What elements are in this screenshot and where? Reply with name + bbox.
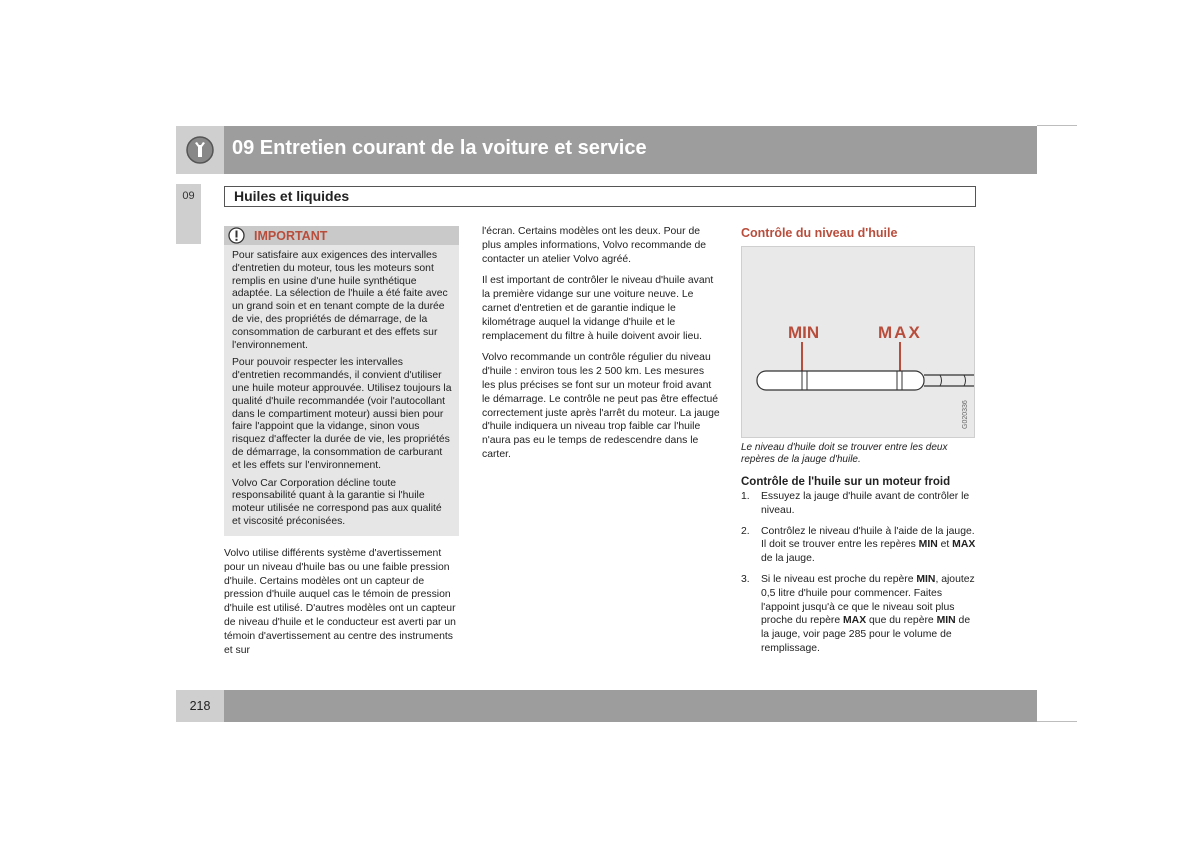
step-bold: MIN: [916, 573, 936, 585]
wrench-icon: [186, 136, 214, 164]
step-bold: MIN: [918, 539, 938, 551]
step-number: 1.: [741, 491, 750, 502]
body-paragraph: l'écran. Certains modèles ont les deux. Pour de plus amples informations, Volvo recommande de contacter un atelier Volvo agréé.: [482, 226, 707, 265]
important-paragraph: Volvo Car Corporation décline toute responsabilité quant à la garantie si l'huile moteur utilisée ne correspond pas aux qualité et viscosité préconisées.: [232, 477, 442, 527]
step-bold: MAX: [952, 539, 976, 551]
step-number: 2.: [741, 525, 750, 537]
min-label: MIN: [788, 323, 820, 342]
max-label: MAX: [878, 323, 922, 342]
cold-engine-subtitle: Contrôle de l'huile sur un moteur froid: [741, 476, 951, 488]
side-tab-number: 09: [182, 190, 195, 202]
top-rule: [1037, 125, 1077, 126]
important-paragraph: Pour pouvoir respecter les intervalles d'entretien recommandés, il convient d'utiliser une huile moteur approuvée. Utilisez toujours la qualité d'huile recommandée (voir l'autocollant dans le compartiment moteur) aussi bien pour faire l'appoint que la vidange, sinon vous risquez d'affecter la durée de vie, les propriétés de démarrage, la consommation de carburant et les effets sur l'environnement.: [232, 357, 452, 471]
step-text: Essuyez la jauge d'huile avant de contrôler le niveau.: [761, 491, 970, 516]
page-number-box: [176, 690, 224, 722]
section-title: Huiles et liquides: [234, 188, 350, 204]
step-text: et: [937, 539, 953, 551]
important-box: [224, 226, 459, 536]
step-text: Contrôlez le niveau d'huile à l'aide de la jauge. Il doit se trouver entre les repères: [761, 525, 975, 551]
steps-list: [741, 490, 981, 663]
page-number: 218: [189, 699, 211, 713]
column-2-text: [482, 225, 720, 470]
step-number: 3.: [741, 573, 750, 585]
list-item: [741, 490, 981, 518]
list-item: [741, 573, 981, 656]
footer-bar: [224, 690, 1037, 722]
figure-code: G020336: [962, 400, 969, 429]
body-paragraph: Volvo utilise différents système d'avertissement pour un niveau d'huile bas ou une faible pression d'huile. Certains modèles ont un capteur de pression d'huile auquel cas le témoin de pression d'huile est utilisé. D'autres modèles ont un capteur de niveau d'huile et le conducteur est averti par un témoin d'avertissement au centre des instruments et sur: [224, 548, 456, 656]
important-text: [232, 250, 452, 534]
step-text: , ajoutez 0,5 litre d'huile pour commencer. Faites l'appoint jusqu'à ce que le niveau soit plus proche du repère: [761, 573, 975, 627]
bottom-rule: [1037, 721, 1077, 722]
body-paragraph: Il est important de contrôler le niveau d'huile avant la première vidange sur une voiture neuve. Le carnet d'entretien et de garantie indique le kilométrage auquel la vidange d'huile et le remplacement du filtre à huile doivent avoir lieu.: [482, 275, 714, 342]
dipstick-figure: [741, 246, 975, 438]
oil-level-heading: Contrôle du niveau d'huile: [741, 226, 898, 240]
chapter-title: 09 Entretien courant de la voiture et service: [232, 137, 647, 159]
section-header: [224, 186, 976, 207]
step-text: de la jauge.: [761, 553, 815, 565]
step-text: que du repère: [866, 615, 937, 627]
body-paragraph: Volvo recommande un contrôle régulier du niveau d'huile : environ tous les 2 500 km. Les mesures les plus précises se font sur un moteur froid avant le démarrage. Le contrôle ne peut pas être effectué correctement juste après l'arrêt du moteur. La jauge d'huile indiquera un niveau trop faible car l'huile n'aura pas eu le temps de redescendre dans le carter.: [482, 352, 720, 460]
step-bold: MAX: [843, 615, 867, 627]
step-bold: MIN: [936, 615, 956, 627]
list-item: [741, 525, 981, 566]
step-text: Si le niveau est proche du repère: [761, 573, 917, 585]
warning-icon: [228, 227, 245, 244]
important-title: IMPORTANT: [254, 229, 328, 243]
important-header: [224, 226, 459, 245]
figure-caption: Le niveau d'huile doit se trouver entre les deux repères de la jauge d'huile.: [741, 442, 948, 465]
important-paragraph: Pour satisfaire aux exigences des intervalles d'entretien du moteur, tous les moteurs sont remplis en usine d'une huile synthétique adaptée. La sélection de l'huile a été faite avec un grand soin et en tenant compte de la durée de vie, des propriétés de démarrage, de la consommation de carburant et des effets sur l'environnement.: [232, 250, 448, 351]
dipstick-illustration: [742, 247, 974, 437]
chapter-side-tab: [176, 184, 201, 244]
step-text: de la jauge, voir page 285 pour le volume de remplissage.: [761, 615, 971, 654]
column-1-text: [224, 547, 462, 665]
